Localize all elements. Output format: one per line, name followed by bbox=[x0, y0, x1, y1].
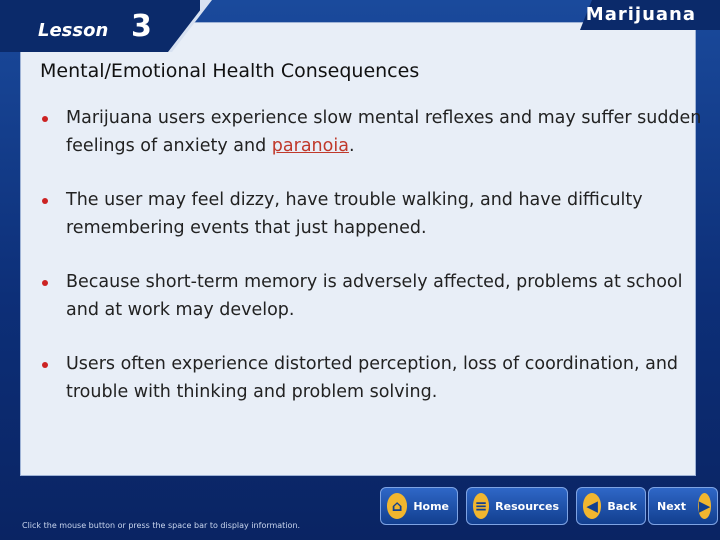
bullet-text: Because short-term memory is adversely affected, problems at school and at work may develop. bbox=[66, 272, 683, 320]
bullet-list bbox=[40, 104, 712, 432]
bullet-text: The user may feel dizzy, have trouble walking, and have difficulty remembering events that just happened. bbox=[66, 190, 643, 238]
bullet-dot bbox=[42, 116, 48, 122]
home-button[interactable] bbox=[380, 487, 458, 525]
nav-bar bbox=[380, 487, 720, 525]
bullet-item bbox=[40, 104, 712, 160]
slide-header bbox=[0, 0, 720, 52]
next-arrow-icon: ▶ bbox=[698, 493, 711, 519]
home-label: Home bbox=[413, 499, 449, 513]
resources-icon: ≡ bbox=[473, 493, 489, 519]
bullet-text: Users often experience distorted perception, loss of coordination, and trouble with thinking and problem solving. bbox=[66, 354, 679, 402]
back-arrow-icon: ◀ bbox=[583, 493, 601, 519]
back-button[interactable] bbox=[576, 487, 646, 525]
lesson-number: 3 bbox=[131, 9, 152, 44]
lesson-label: Lesson bbox=[38, 20, 109, 41]
resources-button[interactable] bbox=[466, 487, 568, 525]
home-icon: ⌂ bbox=[387, 493, 407, 519]
back-label: Back bbox=[607, 499, 637, 513]
next-label: Next bbox=[657, 499, 687, 513]
slide-subtitle: Mental/Emotional Health Consequences bbox=[40, 60, 420, 82]
paranoia-link[interactable]: paranoia bbox=[271, 136, 349, 156]
bullet-item bbox=[40, 350, 712, 406]
bullet-item bbox=[40, 186, 712, 242]
bullet-text: Marijuana users experience slow mental reflexes and may suffer sudden feelings of anxiety and bbox=[66, 108, 702, 156]
topic-title: Marijuana bbox=[585, 4, 696, 25]
bullet-item bbox=[40, 268, 712, 324]
resources-label: Resources bbox=[495, 499, 559, 513]
bullet-dot bbox=[42, 198, 48, 204]
bullet-text-end: . bbox=[348, 136, 355, 156]
bullet-dot bbox=[42, 362, 48, 368]
next-button[interactable] bbox=[648, 487, 718, 525]
bullet-dot bbox=[42, 280, 48, 286]
footer-hint: Click the mouse button or press the space bar to display information. bbox=[22, 521, 301, 530]
